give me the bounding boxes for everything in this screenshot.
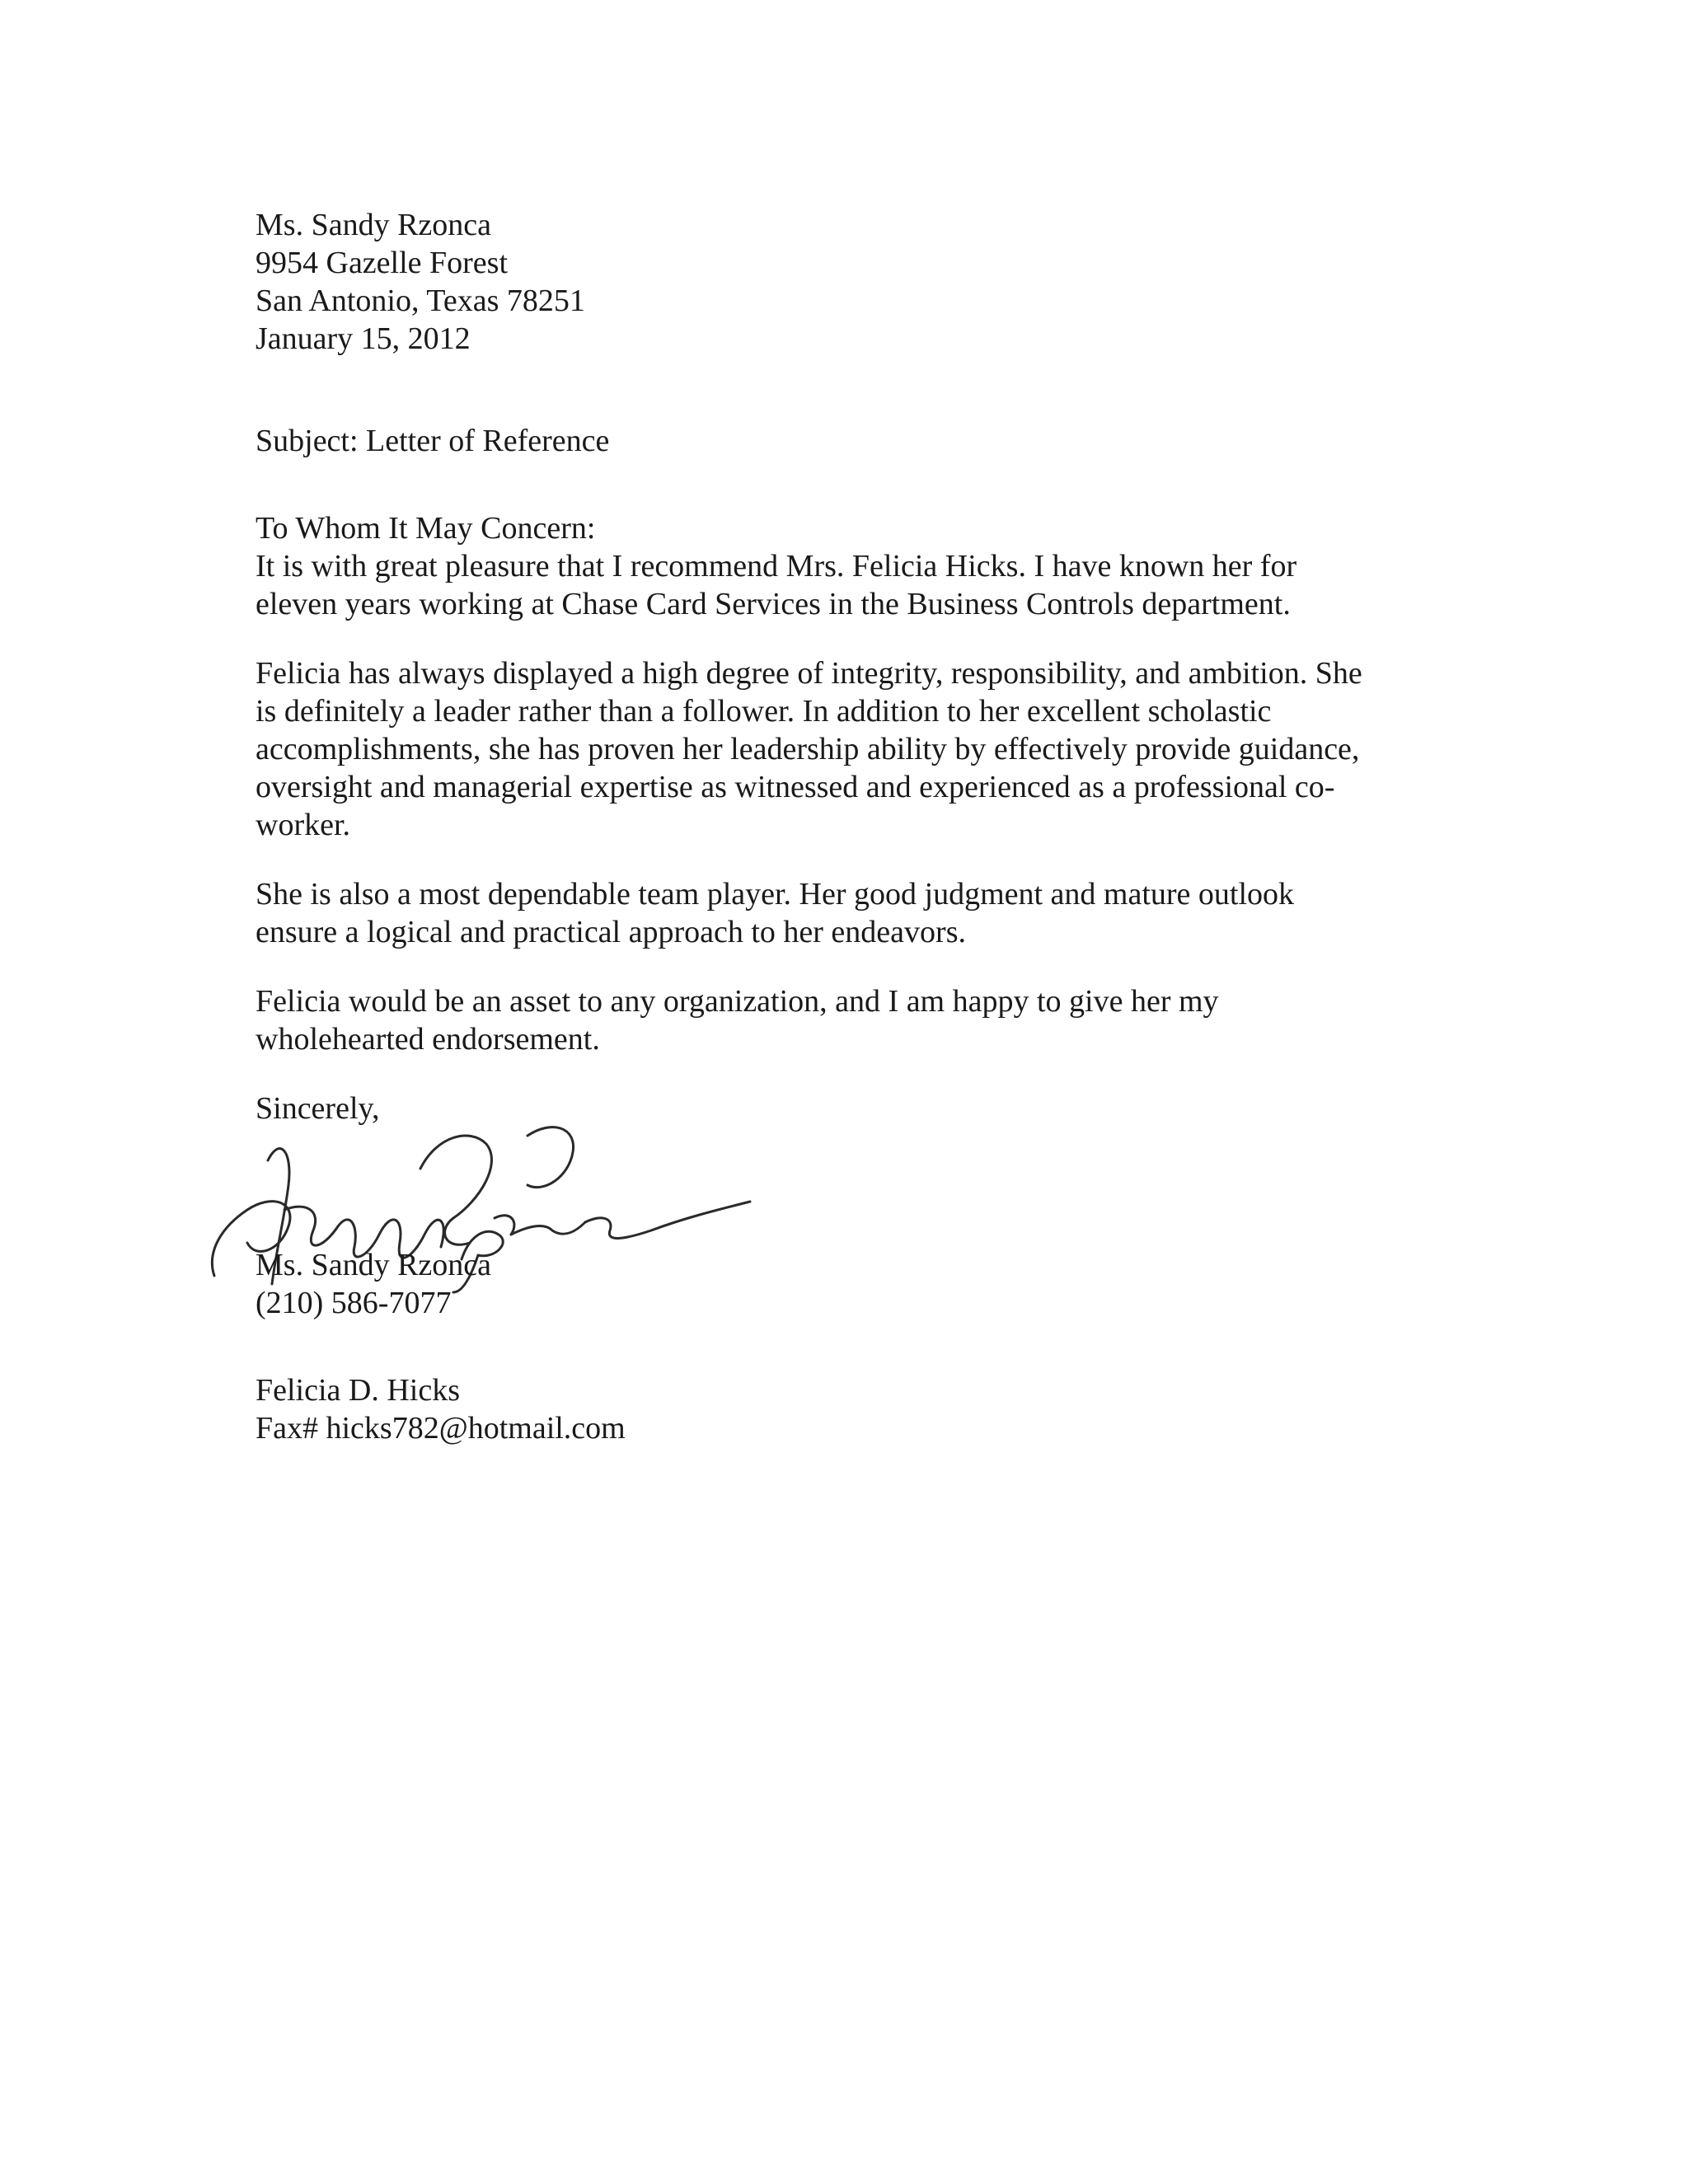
- signer-block: [256, 1246, 1442, 1322]
- paragraph-line: Felicia would be an asset to any organization, and I am happy to give her my: [256, 984, 1219, 1019]
- paragraph-line: It is with great pleasure that I recommend Mrs. Felicia Hicks. I have known her for: [256, 549, 1297, 583]
- letter-date: January 15, 2012: [256, 321, 471, 356]
- paragraph-2: [256, 654, 1442, 844]
- paragraph-line: She is also a most dependable team player. Her good judgment and mature outlook: [256, 877, 1295, 912]
- letter-subject: Subject: Letter of Reference: [256, 424, 610, 458]
- signer-name: Ms. Sandy Rzonca: [256, 1248, 492, 1282]
- sender-street: 9954 Gazelle Forest: [256, 246, 509, 280]
- sender-address-block: [256, 206, 1442, 358]
- paragraph-1: [256, 547, 1442, 623]
- paragraph-line: is definitely a leader rather than a follower. In addition to her excellent scholastic: [256, 694, 1272, 729]
- closing: Sincerely,: [256, 1091, 380, 1126]
- subject-person-block: [256, 1371, 1442, 1447]
- paragraph-line: ensure a logical and practical approach to her endeavors.: [256, 915, 966, 949]
- letter-body: [256, 206, 1442, 1447]
- paragraph-line: Felicia has always displayed a high degree of integrity, responsibility, and ambition. She: [256, 656, 1362, 691]
- paragraph-line: wholehearted endorsement.: [256, 1022, 600, 1057]
- paragraph-line: accomplishments, she has proven her leadership ability by effectively provide guidance,: [256, 732, 1360, 766]
- paragraph-line: worker.: [256, 808, 351, 842]
- paragraph-line: eleven years working at Chase Card Services in the Business Controls department.: [256, 587, 1291, 621]
- paragraph-line: oversight and managerial expertise as witnessed and experienced as a professional co-: [256, 770, 1335, 804]
- subject-person-contact: Fax# hicks782@hotmail.com: [256, 1411, 626, 1446]
- subject-person-name: Felicia D. Hicks: [256, 1373, 461, 1408]
- sender-city-state-zip: San Antonio, Texas 78251: [256, 284, 585, 318]
- sender-name: Ms. Sandy Rzonca: [256, 208, 492, 242]
- paragraph-4: [256, 982, 1442, 1058]
- salutation: To Whom It May Concern:: [256, 511, 596, 546]
- paragraph-3: [256, 875, 1442, 951]
- signer-phone: (210) 586-7077: [256, 1286, 452, 1320]
